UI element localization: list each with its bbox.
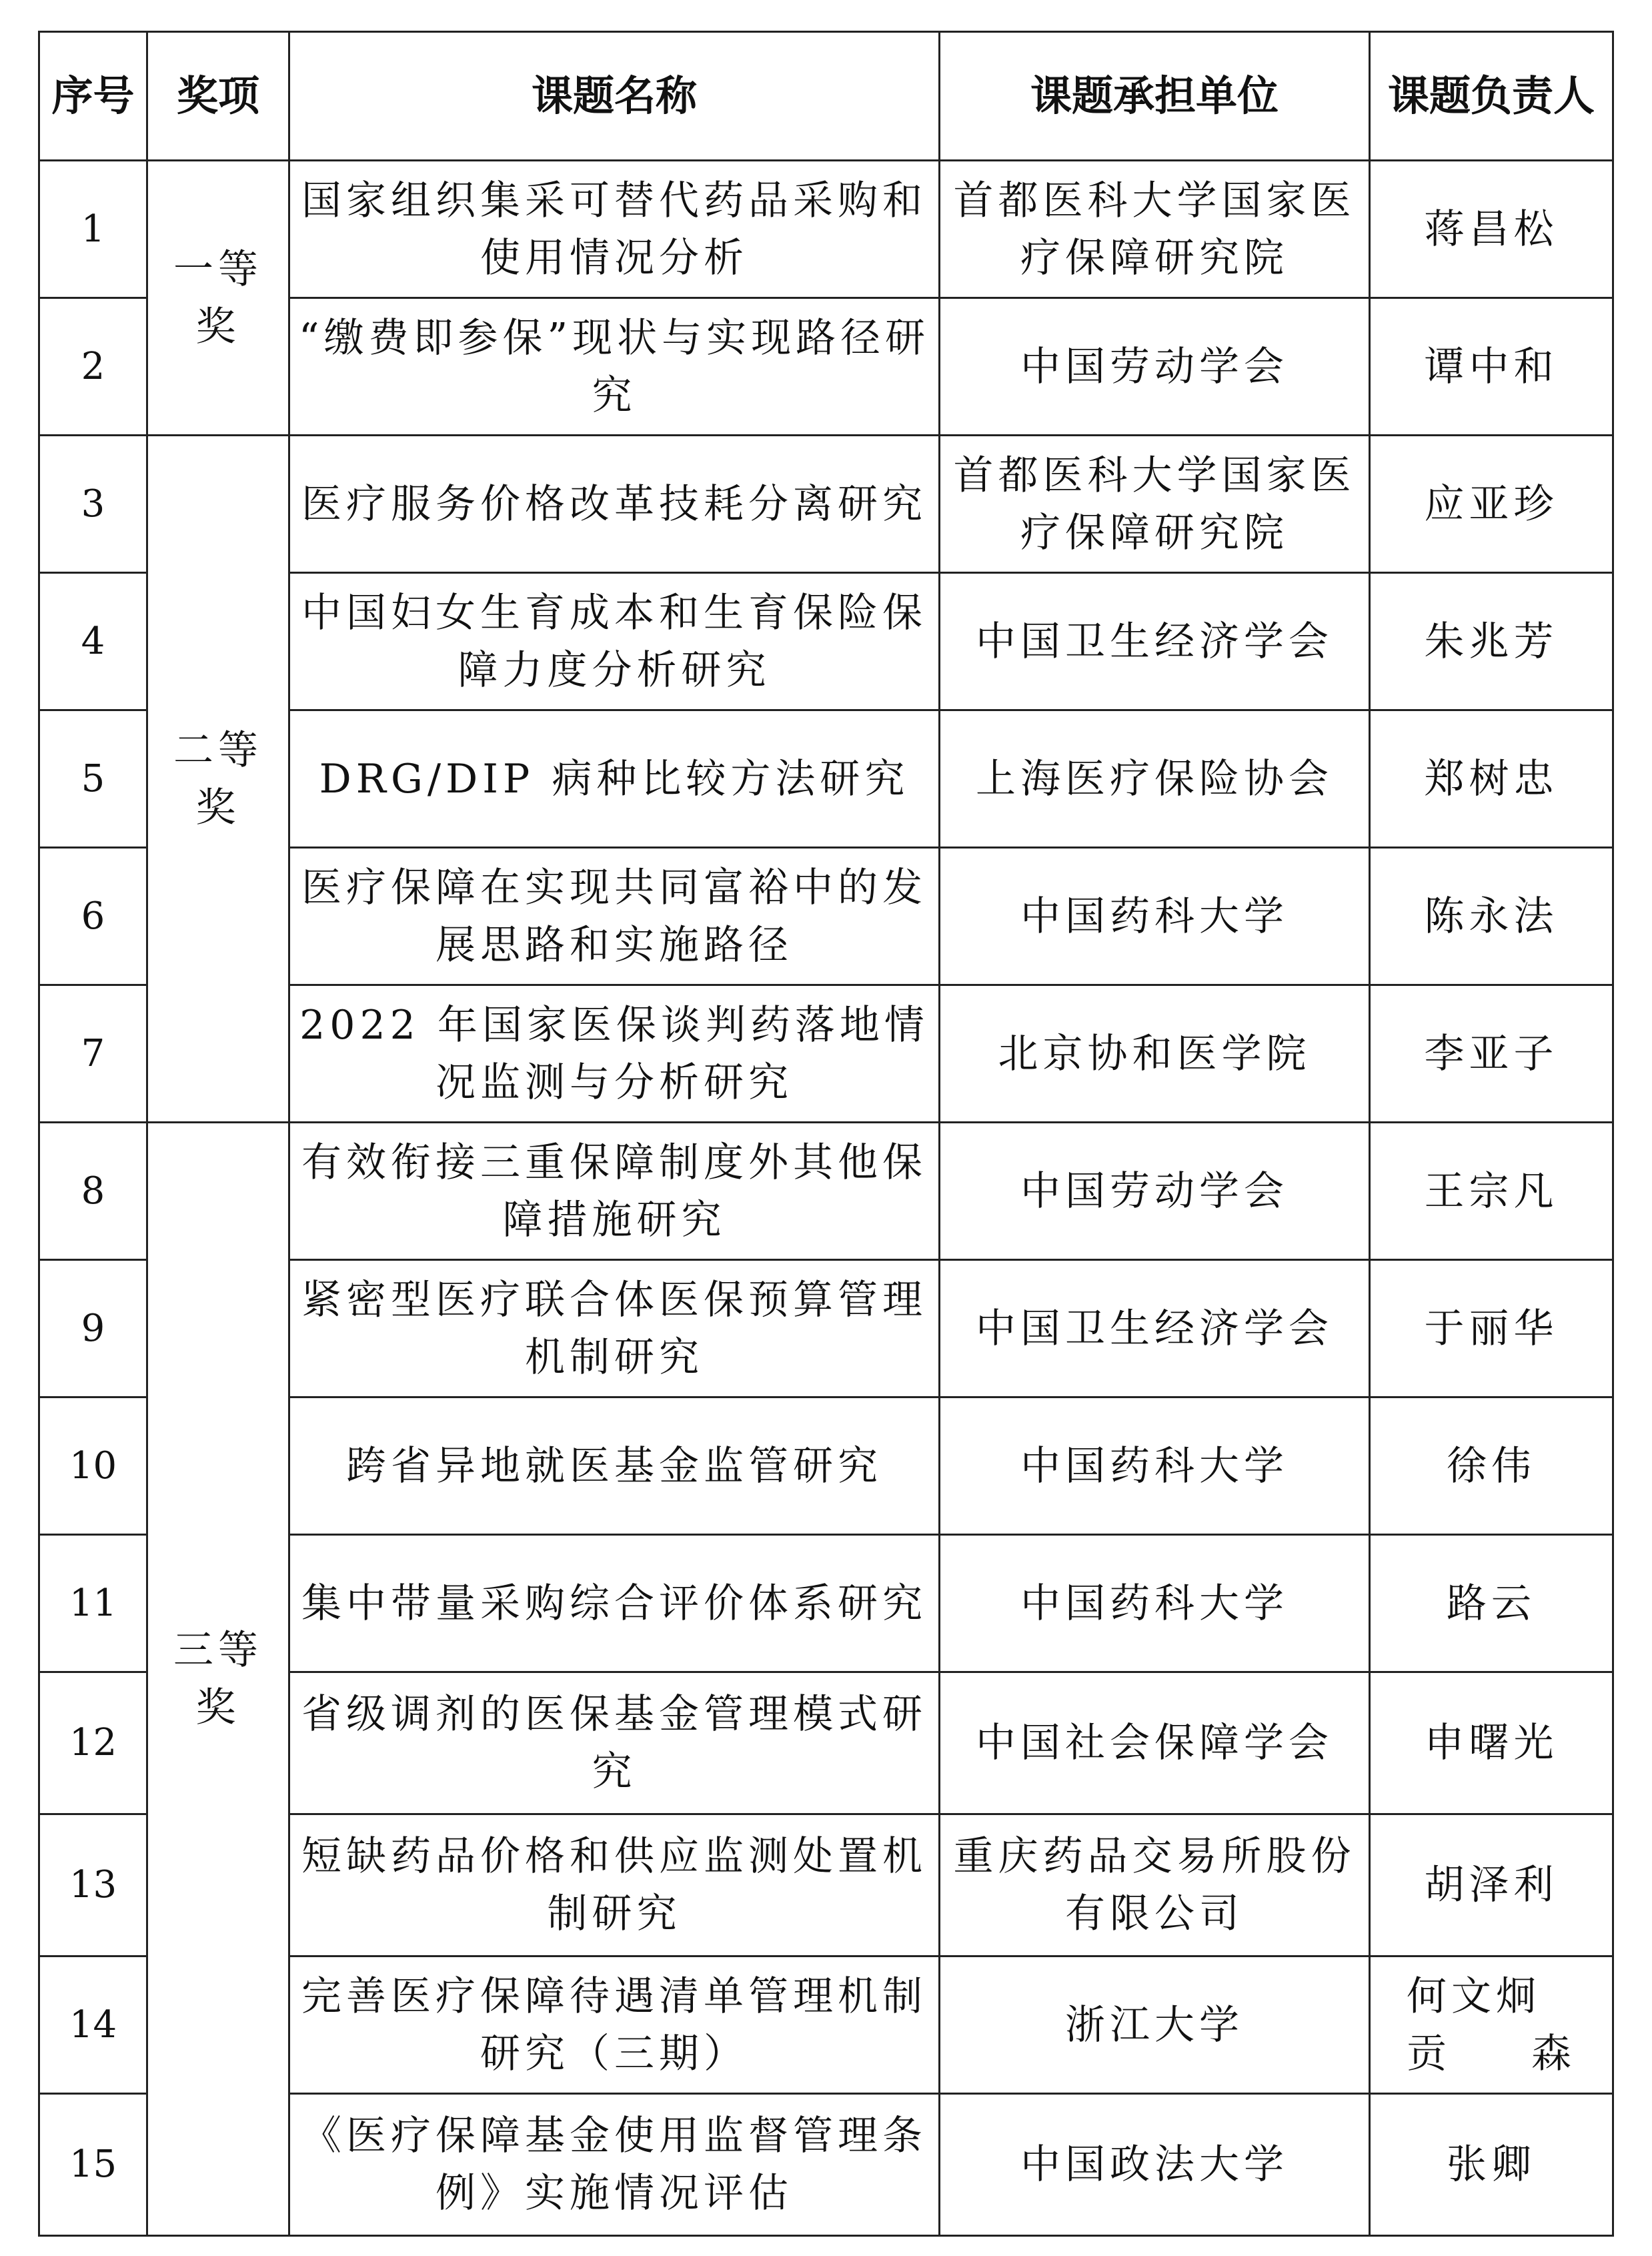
- row-unit: 中国药科大学: [940, 848, 1370, 985]
- row-lead: 朱兆芳: [1370, 573, 1613, 710]
- row-lead: 申曙光: [1370, 1672, 1613, 1814]
- lead-name-2b: 森: [1531, 2030, 1576, 2077]
- award-first: 一等奖: [147, 161, 289, 436]
- header-lead: 课题负责人: [1370, 32, 1613, 161]
- row-serial: 11: [39, 1535, 147, 1672]
- lead-names: [1407, 1968, 1576, 2083]
- row-unit: 中国社会保障学会: [940, 1672, 1370, 1814]
- row-unit: 中国卫生经济学会: [940, 573, 1370, 710]
- row-unit: 中国药科大学: [940, 1397, 1370, 1535]
- row-title: 短缺药品价格和供应监测处置机制研究: [289, 1814, 940, 1956]
- row-unit: 首都医科大学国家医疗保障研究院: [940, 436, 1370, 573]
- row-serial: 8: [39, 1123, 147, 1260]
- row-title: DRG/DIP 病种比较方法研究: [289, 710, 940, 848]
- row-unit: 中国卫生经济学会: [940, 1260, 1370, 1397]
- row-serial: 7: [39, 985, 147, 1123]
- row-title: 跨省异地就医基金监管研究: [289, 1397, 940, 1535]
- row-unit: 北京协和医学院: [940, 985, 1370, 1123]
- table-row: [39, 1123, 1613, 1260]
- row-unit: 上海医疗保险协会: [940, 710, 1370, 848]
- row-lead: 胡泽利: [1370, 1814, 1613, 1956]
- row-unit: 中国劳动学会: [940, 1123, 1370, 1260]
- row-title: 紧密型医疗联合体医保预算管理机制研究: [289, 1260, 940, 1397]
- lead-name-2a: 贡: [1407, 2030, 1451, 2077]
- header-title: 课题名称: [289, 32, 940, 161]
- row-unit: 浙江大学: [940, 1956, 1370, 2094]
- row-title: “缴费即参保”现状与实现路径研究: [289, 298, 940, 436]
- row-lead: 蒋昌松: [1370, 161, 1613, 298]
- row-title: 中国妇女生育成本和生育保险保障力度分析研究: [289, 573, 940, 710]
- row-title: 2022 年国家医保谈判药落地情况监测与分析研究: [289, 985, 940, 1123]
- row-unit: 重庆药品交易所股份有限公司: [940, 1814, 1370, 1956]
- row-title: 医疗服务价格改革技耗分离研究: [289, 436, 940, 573]
- row-serial: 13: [39, 1814, 147, 1956]
- row-title: 省级调剂的医保基金管理模式研究: [289, 1672, 940, 1814]
- row-lead: 李亚子: [1370, 985, 1613, 1123]
- row-title: 国家组织集采可替代药品采购和使用情况分析: [289, 161, 940, 298]
- row-title: 有效衔接三重保障制度外其他保障措施研究: [289, 1123, 940, 1260]
- row-title: 医疗保障在实现共同富裕中的发展思路和实施路径: [289, 848, 940, 985]
- row-title: 集中带量采购综合评价体系研究: [289, 1535, 940, 1672]
- row-serial: 4: [39, 573, 147, 710]
- row-serial: 2: [39, 298, 147, 436]
- row-unit: 中国政法大学: [940, 2094, 1370, 2236]
- table-row: [39, 161, 1613, 298]
- row-serial: 3: [39, 436, 147, 573]
- row-lead: 徐伟: [1370, 1397, 1613, 1535]
- row-serial: 6: [39, 848, 147, 985]
- row-lead: 路云: [1370, 1535, 1613, 1672]
- row-serial: 10: [39, 1397, 147, 1535]
- header-unit: 课题承担单位: [940, 32, 1370, 161]
- awards-table: [38, 31, 1614, 2237]
- row-lead: 于丽华: [1370, 1260, 1613, 1397]
- row-title: 《医疗保障基金使用监督管理条例》实施情况评估: [289, 2094, 940, 2236]
- row-lead: 谭中和: [1370, 298, 1613, 436]
- row-lead: 应亚珍: [1370, 436, 1613, 573]
- lead-name-1: 何文炯: [1407, 1972, 1541, 2020]
- header-row: [39, 32, 1613, 161]
- header-award: 奖项: [147, 32, 289, 161]
- row-serial: 1: [39, 161, 147, 298]
- row-serial: 14: [39, 1956, 147, 2094]
- row-serial: 12: [39, 1672, 147, 1814]
- row-unit: 首都医科大学国家医疗保障研究院: [940, 161, 1370, 298]
- award-second: 二等奖: [147, 436, 289, 1123]
- row-serial: 15: [39, 2094, 147, 2236]
- header-serial: 序号: [39, 32, 147, 161]
- row-serial: 9: [39, 1260, 147, 1397]
- row-serial: 5: [39, 710, 147, 848]
- row-lead: 王宗凡: [1370, 1123, 1613, 1260]
- row-lead: 张卿: [1370, 2094, 1613, 2236]
- award-third: 三等奖: [147, 1123, 289, 2236]
- row-lead: 陈永法: [1370, 848, 1613, 985]
- row-unit: 中国劳动学会: [940, 298, 1370, 436]
- row-lead: [1370, 1956, 1613, 2094]
- table-row: [39, 436, 1613, 573]
- row-unit: 中国药科大学: [940, 1535, 1370, 1672]
- row-title: 完善医疗保障待遇清单管理机制研究（三期）: [289, 1956, 940, 2094]
- row-lead: 郑树忠: [1370, 710, 1613, 848]
